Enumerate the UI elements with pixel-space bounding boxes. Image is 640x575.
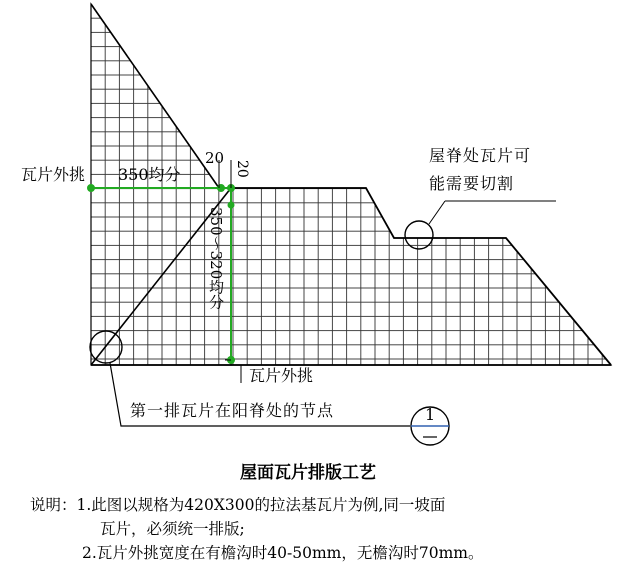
detail-number: 1 xyxy=(425,405,436,424)
ridge-cut-label-line1: 屋脊处瓦片可 xyxy=(429,146,532,165)
left-slope-grid xyxy=(91,4,231,365)
notes-row-3 xyxy=(30,541,635,565)
diagram-title: 屋面瓦片排版工艺 xyxy=(240,463,376,483)
notes-prefix: 说明： xyxy=(30,496,77,514)
side-spacing-label: 350～320均分 xyxy=(207,207,225,310)
bottom-overhang-label: 瓦片外挑 xyxy=(249,366,314,385)
first-row-node-label: 第一排瓦片在阳脊处的节点 xyxy=(130,401,335,420)
horizontal-gap-label: 20 xyxy=(205,149,225,167)
right-slope-grid xyxy=(231,188,611,365)
note-item-1-line-2: 瓦片，必须统一排版; xyxy=(100,520,245,538)
vertical-gap-label: 20 xyxy=(234,160,250,178)
ridge-cut-leader xyxy=(429,201,445,224)
notes-block xyxy=(30,493,635,565)
note-item-2: 2.瓦片外挑宽度在有檐沟时40-50mm，无檐沟时70mm。 xyxy=(82,544,484,562)
top-overhang-label: 瓦片外挑 xyxy=(21,165,86,184)
ridge-cut-label-line2: 能需要切割 xyxy=(429,174,515,193)
notes-row-2 xyxy=(30,517,635,541)
note-item-1-line-1: 1.此图以规格为420X300的拉法基瓦片为例,同一坡面 xyxy=(76,496,446,514)
top-spacing-label: 350均分 xyxy=(118,165,181,184)
notes-row-1 xyxy=(30,493,635,517)
